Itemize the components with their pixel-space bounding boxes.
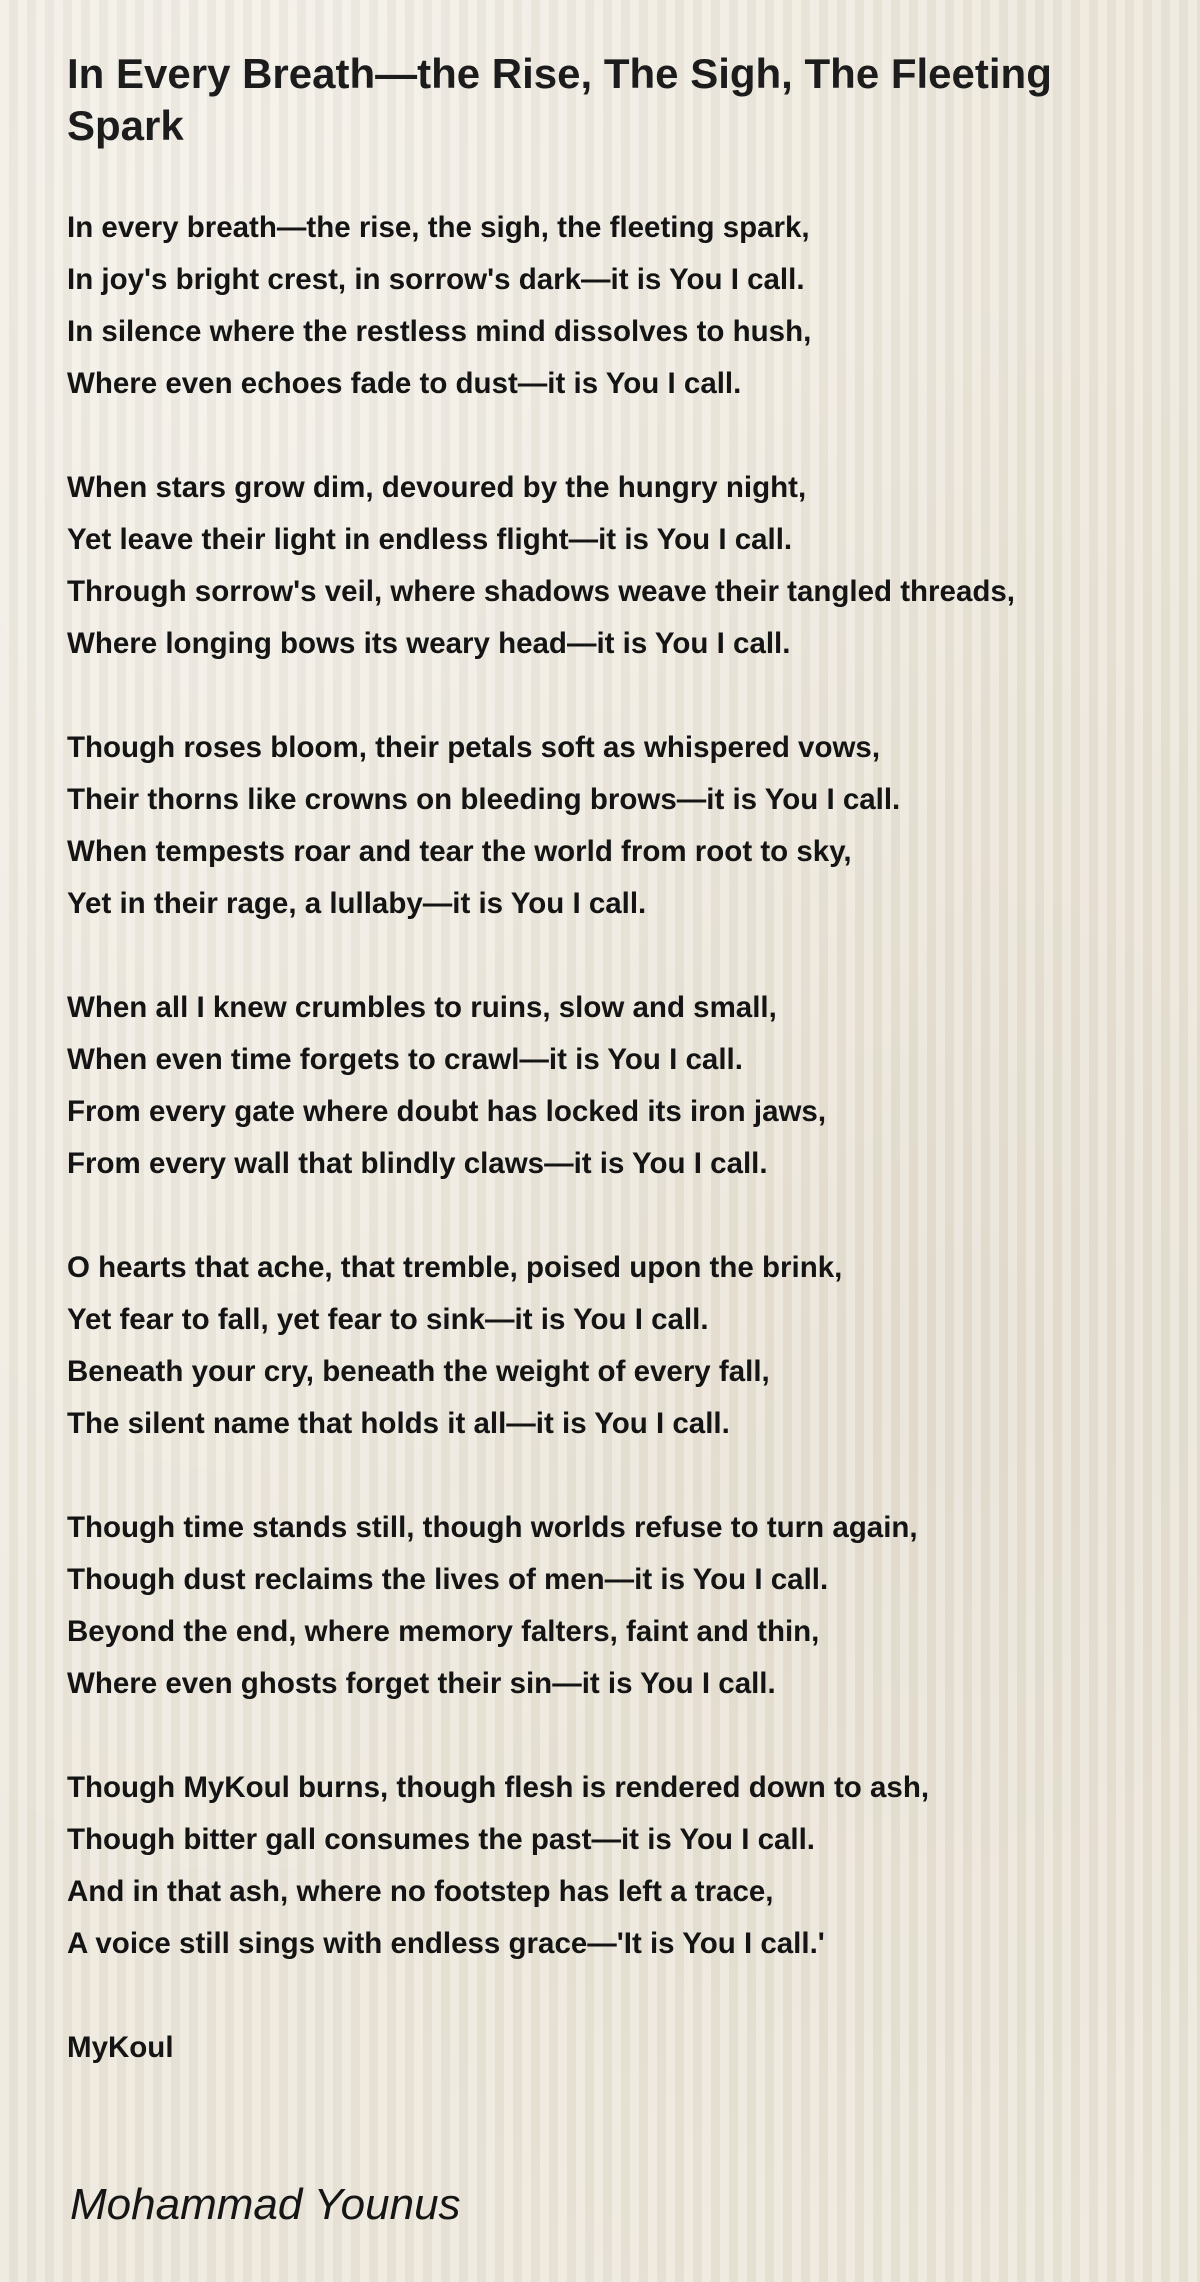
poem-line: In every breath—the rise, the sigh, the fleeting spark, [67,211,810,244]
poem-body [67,202,1167,2074]
stanza [67,1762,1167,1970]
poem-line: Though MyKoul burns, though flesh is rendered down to ash, [67,1771,930,1804]
stanza [67,1502,1167,1710]
poem-line: Where even ghosts forget their sin—it is You I call. [67,1667,776,1700]
poem-line: Yet fear to fall, yet fear to sink—it is You I call. [67,1303,709,1336]
poem-line: O hearts that ache, that tremble, poised upon the brink, [67,1251,843,1284]
poem-line: Beyond the end, where memory falters, faint and thin, [67,1615,820,1648]
poem-line: Yet in their rage, a lullaby—it is You I call. [67,887,647,920]
poem-line: In silence where the restless mind dissolves to hush, [67,315,812,348]
stanza [67,202,1167,410]
poem-line: Though time stands still, though worlds refuse to turn again, [67,1511,918,1544]
poem-line: From every wall that blindly claws—it is You I call. [67,1147,768,1180]
poem-line: When tempests roar and tear the world from root to sky, [67,835,852,868]
poem-line: In joy's bright crest, in sorrow's dark—it is You I call. [67,263,805,296]
stanza [67,1242,1167,1450]
poem-line: A voice still sings with endless grace—'It is You I call.' [67,1927,825,1960]
poem-line: Where even echoes fade to dust—it is You I call. [67,367,742,400]
poem-signature: MyKoul [67,2031,174,2064]
poem-line: When even time forgets to crawl—it is You I call. [67,1043,743,1076]
poem-line: Yet leave their light in endless flight—it is You I call. [67,523,793,556]
poem-line: When stars grow dim, devoured by the hungry night, [67,471,807,504]
author-name: Mohammad Younus [70,2180,461,2229]
poem-line: When all I knew crumbles to ruins, slow and small, [67,991,777,1024]
poem-container [67,48,1167,2074]
stanza [67,982,1167,1190]
stanza [67,462,1167,670]
poem-line: From every gate where doubt has locked its iron jaws, [67,1095,827,1128]
poem-line: Their thorns like crowns on bleeding brows—it is You I call. [67,783,901,816]
poem-line: Through sorrow's veil, where shadows weave their tangled threads, [67,575,1015,608]
poem-line: Though bitter gall consumes the past—it is You I call. [67,1823,815,1856]
poem-line: Where longing bows its weary head—it is You I call. [67,627,791,660]
poem-line: The silent name that holds it all—it is You I call. [67,1407,730,1440]
poem-line: Beneath your cry, beneath the weight of every fall, [67,1355,770,1388]
poem-title: In Every Breath—the Rise, The Sigh, The Fleeting Spark [67,50,1052,149]
stanza [67,722,1167,930]
poem-line: And in that ash, where no footstep has left a trace, [67,1875,774,1908]
poem-line: Though dust reclaims the lives of men—it is You I call. [67,1563,829,1596]
poem-line: Though roses bloom, their petals soft as whispered vows, [67,731,881,764]
